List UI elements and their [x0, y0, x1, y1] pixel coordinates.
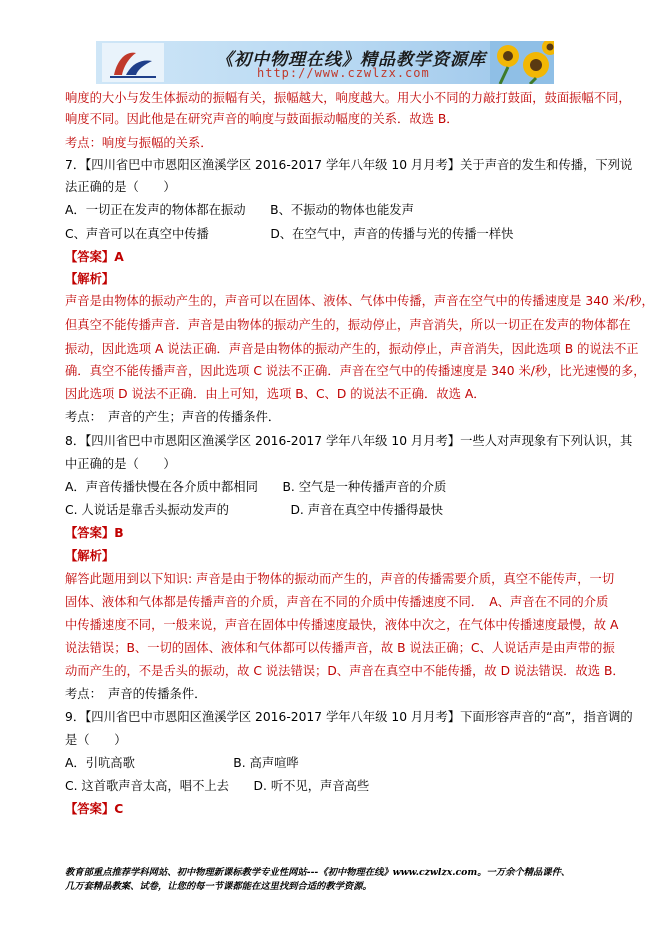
analysis-text-line: 说法错误；B、一切的固体、液体和气体都可以传播声音，故 B 说法正确；C、人说话声是由声带的振	[65, 641, 615, 655]
analysis-text-line: 但真空不能传播声音．声音是由物体的振动产生的，振动停止，声音消失，所以一切正在发声的物体都在	[65, 318, 631, 332]
analysis-text-line: 确．真空不能传播声音，因此选项 C 说法不正确．声音在空气中的传播速度是 340 米/秒，比光速慢的多，	[65, 364, 646, 378]
header-banner	[96, 41, 554, 84]
footer-line: 教育部重点推荐学科网站、初中物理新课标教学专业性网站---《初中物理在线》www.czwlzx.com。一万余个精品课件、	[65, 867, 571, 878]
answer-text-line: 响度的大小与发生体振动的振幅有关，振幅越大，响度越大。用大小不同的力敲打鼓面，鼓面振幅不同，	[65, 91, 631, 105]
footer-line: 几万套精品教案、试卷，让您的每一节课都能在这里找到合适的教学资源。	[65, 881, 372, 892]
answer-text-line: 响度不同。因此他是在研究声音的响度与鼓面振动幅度的关系．故选 B．	[65, 112, 459, 126]
analysis-label: 【解析】	[65, 272, 115, 286]
banner-title: 《初中物理在线》精品教学资源库	[216, 50, 486, 70]
question-options: C、声音可以在真空中传播 D、在空气中，声音的传播与光的传播一样快	[65, 227, 514, 241]
question-stem: 8．【四川省巴中市恩阳区渔溪学区 2016-2017 学年八年级 10 月月考】一些人对声现象有下列认识，其	[65, 434, 633, 448]
banner-url[interactable]: http://www.czwlzx.com	[257, 66, 430, 80]
knowledge-point: 考点： 声音的传播条件．	[65, 687, 207, 701]
analysis-text-line: 振动，因此选项 A 说法正确．声音是由物体的振动产生的，振动停止，声音消失，因此选项 B 的说法不正	[65, 342, 639, 356]
analysis-text-line: 固体、液体和气体都是传播声音的介质，声音在不同的介质中传播速度不同． A、声音在不同的介质	[65, 595, 609, 609]
question-stem: 法正确的是（ ）	[65, 180, 176, 194]
question-options: A．引吭高歌 B. 高声喧哗	[65, 756, 299, 770]
analysis-text-line: 动而产生的，不是舌头的振动，故 C 说法错误；D、声音在真空中不能传播，故 D 说法错误．故选 B．	[65, 664, 625, 678]
question-stem: 是（ ）	[65, 733, 127, 747]
question-stem: 9．【四川省巴中市恩阳区渔溪学区 2016-2017 学年八年级 10 月月考】下面形容声音的“高”，指音调的	[65, 710, 633, 724]
analysis-text-line: 解答此题用到以下知识: 声音是由于物体的振动而产生的，声音的传播需要介质，真空不能传声，一切	[65, 572, 615, 586]
analysis-text-line: 中传播速度不同，一般来说，声音在固体中传播速度最快，液体中次之，在气体中传播速度最慢，故 A	[65, 618, 619, 632]
analysis-label: 【解析】	[65, 549, 115, 563]
answer-label: 【答案】B	[65, 526, 124, 540]
site-logo-icon	[102, 43, 164, 82]
question-options: A．一切正在发声的物体都在振动 B、不振动的物体也能发声	[65, 203, 414, 217]
answer-label: 【答案】A	[65, 250, 124, 264]
knowledge-point: 考点： 声音的产生；声音的传播条件．	[65, 410, 281, 424]
question-options: C. 人说话是靠舌头振动发声的 D. 声音在真空中传播得最快	[65, 503, 444, 517]
question-stem: 中正确的是（ ）	[65, 457, 176, 471]
sunflower-image-icon	[490, 41, 554, 84]
question-options: C. 这首歌声音太高，唱不上去 D. 听不见，声音高些	[65, 779, 370, 793]
analysis-text-line: 声音是由物体的振动产生的，声音可以在固体、液体、气体中传播，声音在空气中的传播速度是 340 米/秒，	[65, 294, 654, 308]
analysis-text-line: 因此选项 D 说法不正确．由上可知，选项 B、C、D 的说法不正确．故选 A．	[65, 387, 486, 401]
question-options: A．声音传播快慢在各介质中都相同 B. 空气是一种传播声音的介质	[65, 480, 447, 494]
question-stem: 7．【四川省巴中市恩阳区渔溪学区 2016-2017 学年八年级 10 月月考】关于声音的发生和传播，下列说	[65, 158, 633, 172]
knowledge-point: 考点：响度与振幅的关系．	[65, 136, 213, 150]
answer-label: 【答案】C	[65, 802, 124, 816]
